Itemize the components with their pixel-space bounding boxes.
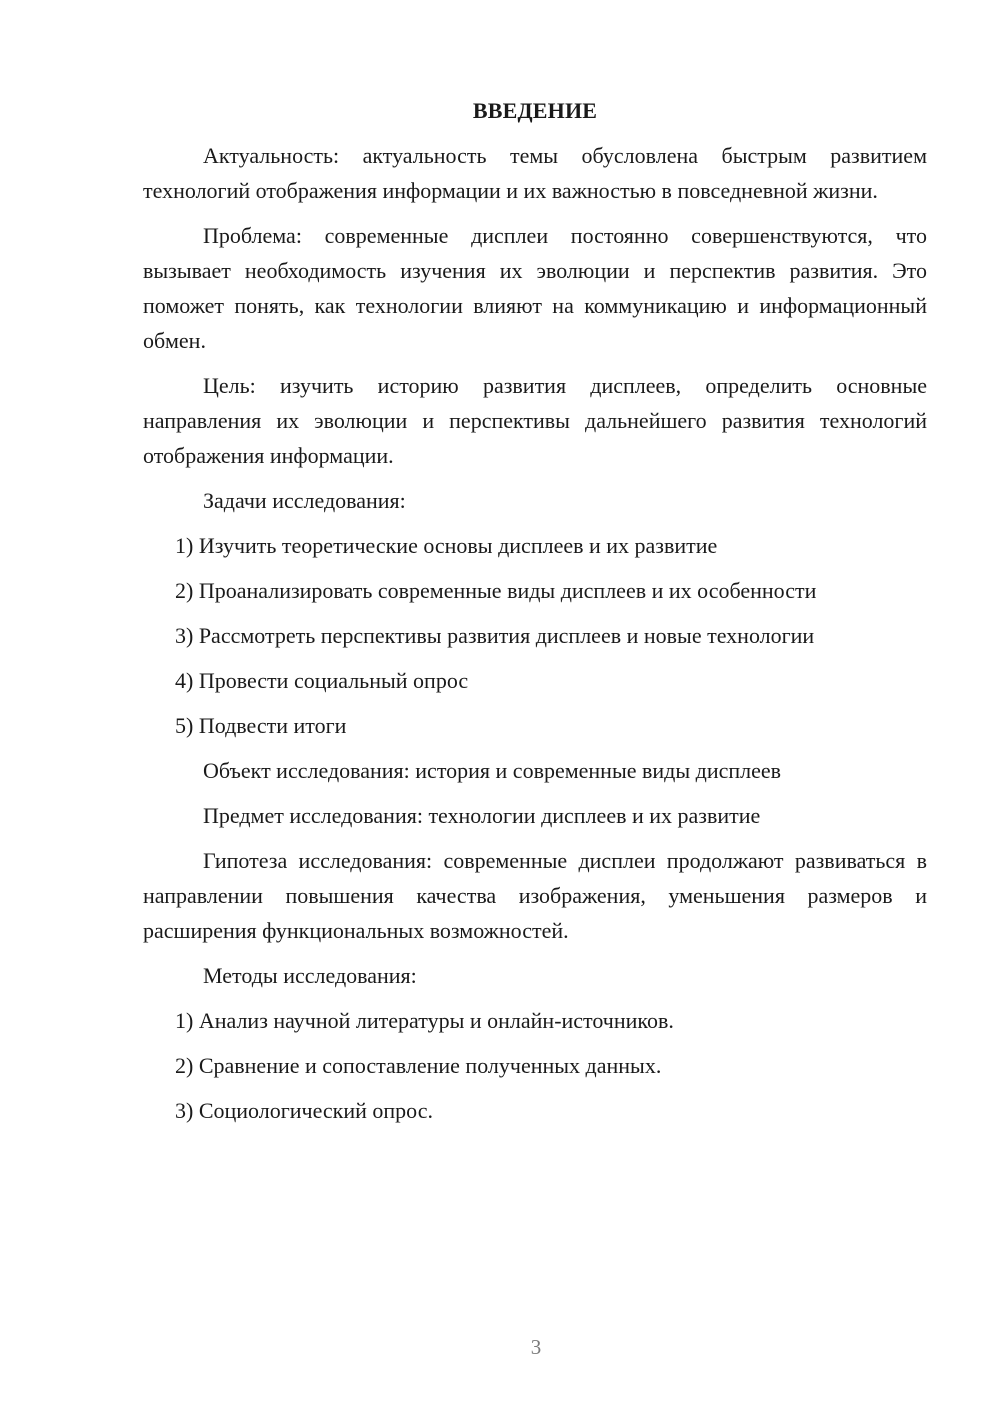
document-body [143, 96, 927, 1138]
object-line: Объект исследования: история и современные виды дисплеев [203, 758, 782, 783]
list-item: 3) Социологический опрос. [175, 1098, 433, 1123]
list-item: 1) Анализ научной литературы и онлайн-источников. [175, 1008, 674, 1033]
tasks-heading: Задачи исследования: [203, 488, 406, 513]
tasks-list [143, 528, 927, 743]
hypothesis-paragraph: Гипотеза исследования: современные дисплеи продолжают развиваться в направлении повышения качества изображения, уменьшения размеров и расширения функциональных возможностей. [143, 848, 927, 943]
relevance-paragraph: Актуальность: актуальность темы обусловлена быстрым развитием технологий отображения информации и их важностью в повседневной жизни. [143, 143, 927, 203]
page-title: ВВЕДЕНИЕ [472, 98, 598, 123]
list-item: 3) Рассмотреть перспективы развития дисплеев и новые технологии [175, 623, 815, 648]
methods-heading: Методы исследования: [203, 963, 417, 988]
list-item: 1) Изучить теоретические основы дисплеев и их развитие [175, 533, 718, 558]
goal-paragraph: Цель: изучить историю развития дисплеев, определить основные направления их эволюции и перспективы дальнейшего развития технологий отображения информации. [143, 373, 927, 468]
methods-list [143, 1003, 927, 1128]
problem-paragraph: Проблема: современные дисплеи постоянно совершенствуются, что вызывает необходимость изучения их эволюции и перспектив развития. Это поможет понять, как технологии влияют на коммуникацию и информационный обмен. [143, 223, 927, 353]
list-item: 4) Провести социальный опрос [175, 668, 469, 693]
list-item: 5) Подвести итоги [175, 713, 347, 738]
list-item: 2) Сравнение и сопоставление полученных данных. [175, 1053, 662, 1078]
page-number: 3 [530, 1335, 542, 1359]
subject-line: Предмет исследования: технологии дисплеев и их развитие [203, 803, 761, 828]
list-item: 2) Проанализировать современные виды дисплеев и их особенности [175, 578, 817, 603]
